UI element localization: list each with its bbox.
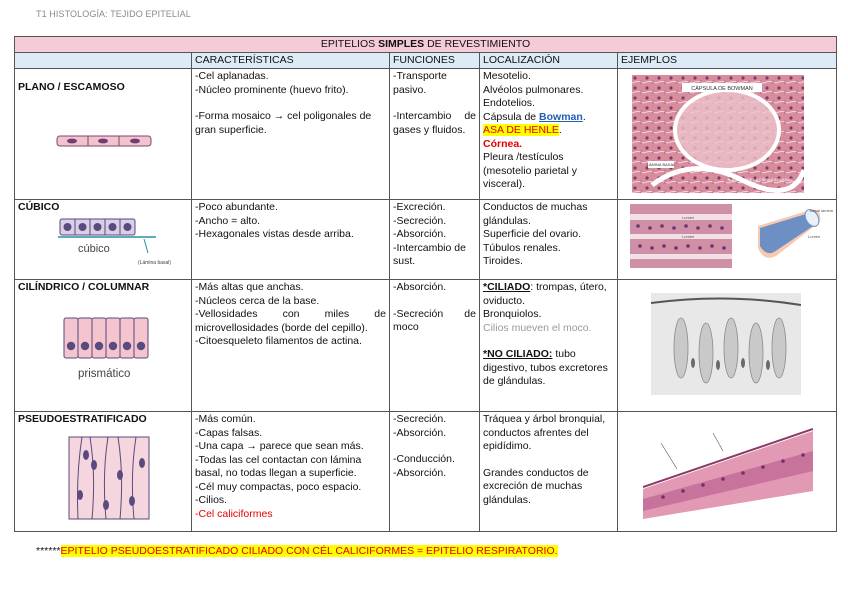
caracteristicas-cilindrico <box>192 280 390 412</box>
text-line: -Absorción. <box>393 466 447 479</box>
text-line: *CILIADO: trompas, útero, oviducto. <box>483 281 607 307</box>
text-line: Mesotelio. <box>483 70 531 82</box>
columnar-micrograph <box>651 293 801 395</box>
text-line: -Vellosidades con miles de microvellosidades (borde del cepillo). <box>195 308 386 334</box>
caracteristicas-pseudo <box>192 412 390 532</box>
bowman-link[interactable]: Bowman <box>539 110 583 123</box>
text-line: -Conducción. <box>393 453 455 465</box>
table-title: EPITELIOS SIMPLES DE REVESTIMIENTO <box>15 37 837 53</box>
squamous-drawing <box>56 133 152 149</box>
col-header-localizacion: LOCALIZACIÓN <box>480 53 618 69</box>
ejemplos-cilindrico <box>618 280 837 412</box>
text-line: -Citoesqueleto filamentos de actina. <box>195 335 362 347</box>
text-line: Pleura /testículos (mesotelio parietal y visceral). <box>483 151 577 190</box>
text-line: -Más altas que anchas. <box>195 281 304 293</box>
spacer <box>195 97 386 110</box>
text-line: -Forma mosaico → cel poligonales de gran superficie. <box>195 110 372 136</box>
table-row <box>15 280 837 412</box>
columnar-drawing <box>62 316 162 382</box>
drawing-label: cúbico <box>78 242 110 255</box>
spacer <box>393 295 476 308</box>
caracteristicas-cubico <box>192 200 390 280</box>
ejemplos-cubico <box>618 200 837 280</box>
text-line: -Cel caliciformes <box>195 507 273 520</box>
ejemplos-pseudo <box>618 412 837 532</box>
img-label: Lumen <box>682 215 695 220</box>
col-header-caracteristicas: CARACTERÍSTICAS <box>192 53 390 69</box>
ejemplos-plano <box>618 69 837 200</box>
spacer <box>483 454 614 467</box>
img-label: LÁMINA BASAL <box>646 162 676 167</box>
text-line: Cápsula de Bowman. <box>483 110 586 123</box>
text-line: Alvéolos pulmonares. <box>483 83 584 96</box>
table-row <box>15 200 837 280</box>
text-line: -Secreción. <box>393 214 447 227</box>
drawing-sublabel: (Lámina basal) <box>138 259 172 266</box>
text-line: -Excreción. <box>393 201 446 213</box>
type-name: PSEUDOESTRATIFICADO <box>18 413 147 425</box>
img-label: Lumen <box>682 234 695 239</box>
funciones-cubico <box>390 200 480 280</box>
text-line: Grandes conductos de excreción de muchas glándulas. <box>483 466 589 506</box>
text-line: -Ancho = alto. <box>195 214 261 227</box>
img-label: CÁPSULA DE BOWMAN <box>691 86 753 92</box>
text-line: -Absorción. <box>393 281 447 293</box>
pseudostratified-micrograph <box>643 421 813 519</box>
text-line: -Hexagonales vistas desde arriba. <box>195 228 354 240</box>
type-cell-cubico <box>15 200 192 280</box>
col-header-ejemplos: EJEMPLOS <box>618 53 837 69</box>
text-line: -Cél muy compactas, poco espacio. <box>195 480 362 493</box>
funciones-plano <box>390 69 480 200</box>
text-line: Túbulos renales. <box>483 241 561 254</box>
text-line: *NO CILIADO: tubo digestivo, tubos excretores de glándulas. <box>483 348 608 387</box>
text-line: Córnea. <box>483 137 523 150</box>
text-line: Bronquiolos. <box>483 308 542 320</box>
text-line: -Intercambio de gases y fluidos. <box>393 110 476 136</box>
img-label: Basal lamina <box>810 208 833 213</box>
type-cell-pseudo <box>15 412 192 532</box>
text-line: Endotelios. <box>483 97 535 109</box>
text-line: -Todas las cel contactan con lámina basal, no todas llegan a superficie. <box>195 453 362 479</box>
text-line: -Núcleo prominente (huevo frito). <box>195 83 349 96</box>
funciones-pseudo <box>390 412 480 532</box>
cuboidal-drawing <box>56 217 186 271</box>
text-line: -Secreción. <box>393 413 447 425</box>
text-line: -Cilios. <box>195 494 228 506</box>
text-line: -Capas falsas. <box>195 426 263 439</box>
text-line: -Núcleos cerca de la base. <box>195 294 320 307</box>
text-line: Conductos de muchas glándulas. <box>483 201 588 227</box>
epithelium-table <box>14 36 837 532</box>
col-header-type <box>15 53 192 69</box>
type-name: CILÍNDRICO / COLUMNAR <box>18 281 150 293</box>
text-line: Cilios mueven el moco. <box>483 321 592 334</box>
text-line: Superficie del ovario. <box>483 228 582 240</box>
footnote: ******EPITELIO PSEUDOESTRATIFICADO CILIADO CON CÉL CALICIFORMES = EPITELIO RESPIRATORIO. <box>36 545 558 557</box>
cuboidal-micrograph <box>630 204 840 274</box>
table-row <box>15 412 837 532</box>
type-name: CÚBICO <box>18 201 60 213</box>
text-line: -Poco abundante. <box>195 201 278 213</box>
spacer <box>483 335 614 348</box>
pseudostratified-drawing <box>68 435 150 521</box>
localizacion-cubico <box>480 200 618 280</box>
funciones-cilindrico <box>390 280 480 412</box>
bowman-capsule-micrograph <box>632 75 804 193</box>
caracteristicas-plano <box>192 69 390 200</box>
text-line: -Una capa → parece que sean más. <box>195 440 364 452</box>
text-line: Tiroides. <box>483 255 523 267</box>
col-header-funciones: FUNCIONES <box>390 53 480 69</box>
text-line: -Absorción. <box>393 228 447 240</box>
spacer <box>393 97 476 110</box>
spacer <box>393 440 476 453</box>
type-name: PLANO / ESCAMOSO <box>18 81 125 93</box>
text-line: -Absorción. <box>393 426 447 439</box>
text-line: -Intercambio de sust. <box>393 241 466 267</box>
localizacion-cilindrico <box>480 280 618 412</box>
text-line: -Secreción de moco <box>393 307 476 333</box>
type-cell-cilindrico <box>15 280 192 412</box>
localizacion-pseudo <box>480 412 618 532</box>
type-cell-plano <box>15 69 192 200</box>
localizacion-plano <box>480 69 618 200</box>
drawing-label: prismático <box>78 367 131 380</box>
img-label: Lumen <box>808 234 821 239</box>
text-line: -Transporte pasivo. <box>393 70 447 96</box>
text-line: Tráquea y árbol bronquial, conductos afrentes del epidídimo. <box>483 413 606 452</box>
text-line: ASA DE HENLE. <box>483 124 562 136</box>
text-line: -Más común. <box>195 413 256 425</box>
page-header: T1 HISTOLOGÍA: TEJIDO EPITELIAL <box>36 9 191 19</box>
text-line: -Cel aplanadas. <box>195 70 269 82</box>
img-label: NÚCLEOS DE LA CÁPSULA PLANAS <box>727 178 793 182</box>
table-row <box>15 69 837 200</box>
